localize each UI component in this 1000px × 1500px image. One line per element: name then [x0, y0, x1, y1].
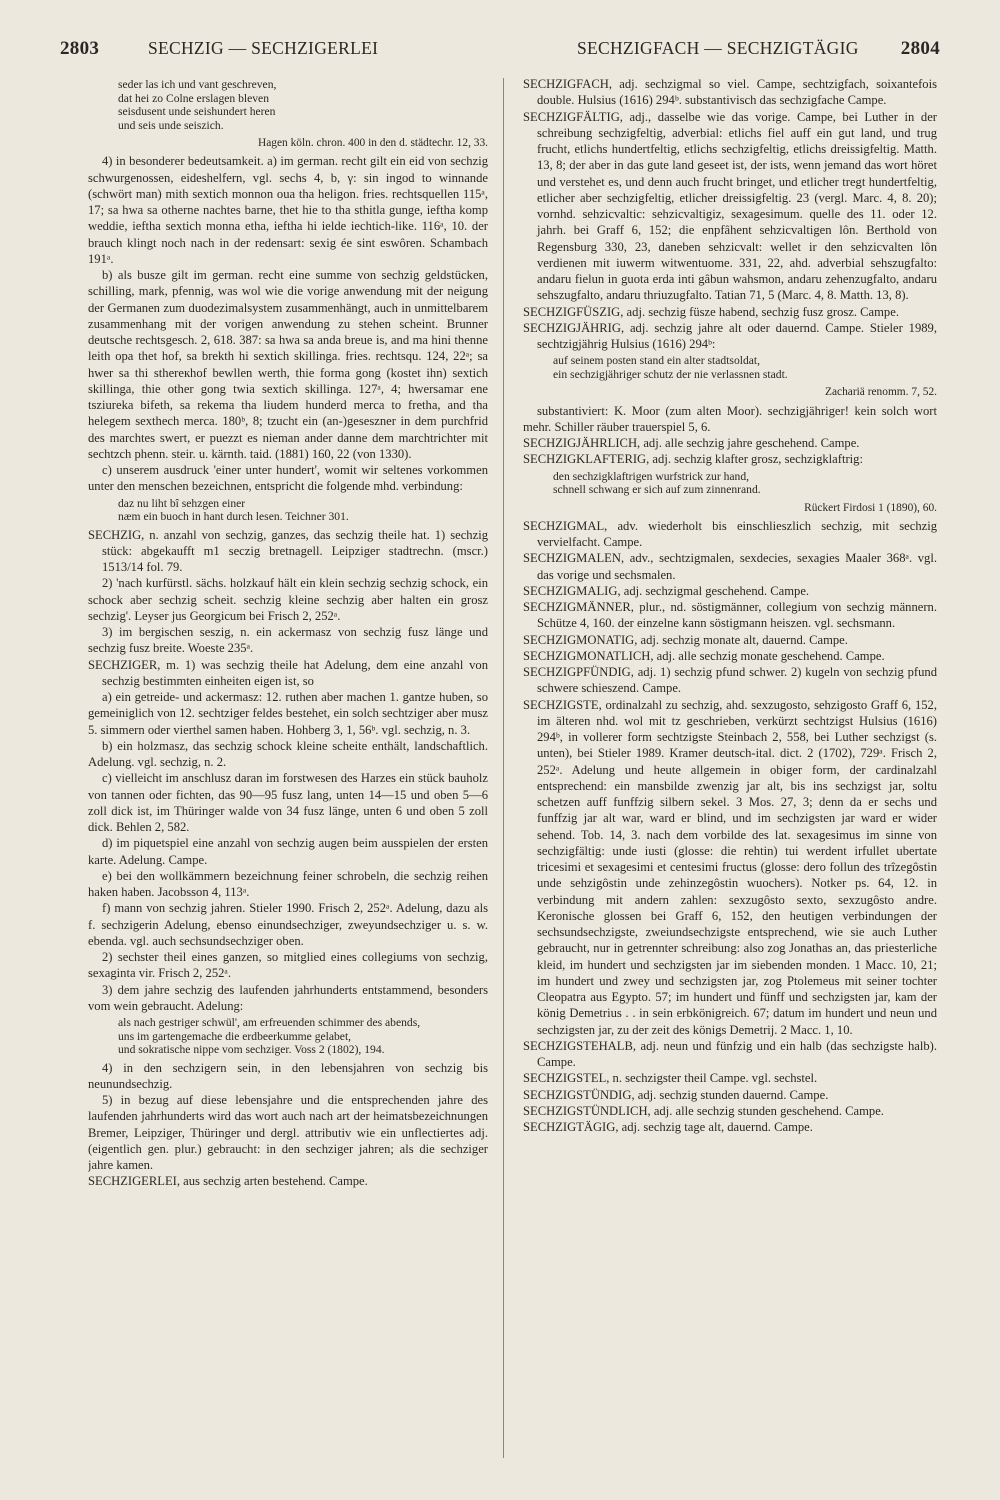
dictionary-entry: SECHZIGMAL, adv. wiederholt bis einschlieszlich sechzig, mit sechzig vervielfacht. Campe. — [523, 518, 937, 549]
entry-paragraph: 2) 'nach kurfürstl. sächs. holzkauf hält ein klein sechzig sechzig schock, ein schock aber sechzig scheit. sechzig kleine sechzig aber halten ein grosz sechzig'. Leyser jus Georgicum bei Frisch 2, 252ᵃ. — [88, 576, 488, 623]
entry-paragraph: e) bei den wollkämmern bezeichnung feiner schrobeln, die sechzig reihen haken haben. Jacobsson 4, 113ᵃ. — [88, 868, 488, 899]
dictionary-entry: SECHZIGFACH, adj. sechzigmal so viel. Campe, sechtzigfach, soixantefois double. Hulsius (1616) 294ᵇ. substantivisch das sechzigfache Campe. — [523, 77, 937, 108]
entry-paragraph: 4) in den sechzigern sein, in den lebensjahren von sechzig bis neunundsechzig. — [88, 1060, 488, 1091]
dictionary-entry: SECHZIGJÄHRIG, adj. sechzig jahre alt oder dauernd. Campe. Stieler 1989, sechtzigjährig Hulsius (1616) 294ᵇ: — [523, 320, 937, 351]
verse-quotation: als nach gestriger schwül', am erfreuenden schimmer des abends, uns im gartengemache die erdbeerkumme gelabet, und sokratische nippe vom sechziger. Voss 2 (1802), 194. — [118, 1016, 421, 1056]
entry-paragraph: substantiviert: K. Moor (zum alten Moor). sechzigjähriger! kein solch wort mehr. Schiller räuber trauerspiel 5, 6. — [523, 403, 937, 434]
entry-paragraph: c) vielleicht im anschlusz daran im forstwesen des Harzes ein stück bauholz von tannen oder fichten, das 90—95 fusz lang, unten 14—15 und oben 5—6 zoll dick ist, im Thüringer walde von 34 fusz länge, unten 6 und oben 5 zoll dick. Behlen 2, 582. — [88, 771, 488, 834]
dictionary-entry: SECHZIGJÄHRLICH, adj. alle sechzig jahre geschehend. Campe. — [523, 436, 860, 450]
entry-paragraph: 3) im bergischen seszig, n. ein ackermasz von sechzig fusz länge und sechzig fusz breite. Woeste 235ᵃ. — [88, 625, 488, 656]
entry-paragraph: f) mann von sechzig jahren. Stieler 1990. Frisch 2, 252ᵃ. Adelung, dazu als f. sechzigerin Adelung, ebenso einundsechziger, zweyundsechziger u. s. w. ebenda. vgl. auch sechsundsechziger oben. — [88, 901, 488, 948]
source-citation: Rückert Firdosi 1 (1890), 60. — [804, 501, 937, 514]
dictionary-entry: SECHZIGMONATLICH, adj. alle sechzig monate geschehend. Campe. — [523, 648, 885, 663]
dictionary-entry: SECHZIGMALEN, adv., sechtzigmalen, sexdecies, sexagies Maaler 368ᵃ. vgl. das vorige und sechsmalen. — [523, 551, 937, 582]
dictionary-entry: SECHZIGMÄNNER, plur., nd. söstigmänner, collegium von sechzig männern. Schütze 4, 160. der einzelne kann söstigmann heiszen. vgl. sechsmann. — [523, 600, 937, 631]
source-citation: Hagen köln. chron. 400 in den d. städtechr. 12, 33. — [258, 137, 488, 149]
entry-paragraph: 3) dem jahre sechzig des laufenden jahrhunderts entstammend, besonders vom wein gebraucht. Adelung: — [88, 982, 488, 1013]
dictionary-entry: SECHZIGMALIG, adj. sechzigmal geschehend. Campe. — [523, 583, 810, 598]
left-column — [88, 76, 488, 1466]
entry-paragraph: 5) in bezug auf diese lebensjahre und die entsprechenden jahre des laufenden jahrhunderts wird das wort auch nach art der heimatsbezeichnungen Bremer, Leipziger, Thüringer und dergl. attributiv wie ein unflectiertes adj. (eigentlich gen. plur.) gebraucht: in den sechziger jahren; als die sechziger jahre kamen. — [88, 1093, 488, 1172]
page-number-right: 2804 — [900, 38, 940, 59]
dictionary-entry: SECHZIGERLEI, aus sechzig arten bestehend. Campe. — [88, 1174, 368, 1189]
dictionary-entry: SECHZIGKLAFTERIG, adj. sechzig klafter grosz, sechzigklaftrig: — [523, 452, 863, 467]
dictionary-entry: SECHZIGMONATIG, adj. sechzig monate alt, dauernd. Campe. — [523, 632, 848, 647]
dictionary-entry: SECHZIGSTE, ordinalzahl zu sechzig, ahd. sexzugosto, sehzigosto Graff 6, 152, im älteren nhd. wol mit tz geschrieben, verkürzt sechtzigst Hulsius (1616) 294ᵇ, in vollerer form sechtzigste Steinbach 2, 558, bei Luther sechzigst (s. unten), bei Stieler 1989. Kramer deutsch-ital. dict. 2 (1702), 729ᵃ. Frisch 2, 252ᵃ. Adelung und heute allgemein in obiger form, der cardinalzahl entsprechend: ein mansbilde zwenzig jar alt, bis ins sechzigst jar, soltu schetzen auff funffzig silbern sekel. 3 Mos. 27, 3; denn da er sechs und funffzig jar alt war, ward er blind, und im sechzigsten jar ward er wider sehend. Tob. 14, 3. nach dem vorbilde des lat. sexagesimus im sinne von sechzigfältig: unde iusti (glosse: die rehtin) tui werdent irfullet ubertate tricesimi et sexagesimi et centesimi fructus (glosse: dero follun des trîzegôstin unde sehzigôstin unde zehinzegôstin wuochers). Notker ps. 64, 12. in verbindung mit andern zahlen: sexzugôsto sexto, sexzugôsto andre. Keronische glossen bei Graff 6, 152, den heutigen verbindungen der sechsundsechzigste, zweiundsechzigste entsprechend, wie sie auch Luther gebraucht, nur in getrennter schreibung: also zog Jonathas an, das priesterliche kleid, im hundert und sechzigsten jar im siebenden monden. 1 Macc. 10, 21; im hundert und zwey und sechzigsten jar, zog Ptolemeus mit seiner tochter Cleopatra aus Egypto. 57; im hundert und fünff und sechzigsten jar, kam der könig Demetrius . . in sein erbkönigreich. 67; datum im hundert und neun und sechzigsten jar, zu der zeit des königs Demetrij. 2 Macc. 1, 10. — [523, 697, 937, 1037]
dictionary-entry: SECHZIGFÄLTIG, adj., dasselbe wie das vorige. Campe, bei Luther in der schreibung sechzigfeltig, adverbial: etlichs fiel auff ein gut land, und trug frucht, etlichs hundertfeltig, etlichs sechzigfeltig, etlichs dreissigfeltig. Matth. 13, 8; der aber in das gute land geseet ist, der ists, wenn jemand das wort höret und verstehet es, und denn auch frucht bringet, und etlicher tregt hundertfeltig, etlicher aber sechzigfeltig, etlicher dreissigfeltig. 23 (vergl. Marc. 4, 8. 20); vornhd. sehzicvaltic: sehzicvaltigiz, sexagesimum. quelle des 11. oder 12. jahrh. bei Graff 6, 152; die enpfâhent sehzicvaltigen lôn. Berthold von Regensburg 330, 23, daneben sehzicvalt: wellet ir den sehzicvalten lôn verdienen mit iuwerm witwentuome. 331, 22, ahd. adverbial sehszugfalto: andaru fielun in guota erda inti gâbun wahsmon, andaru zehenzugfalto, andaru sehszugfalto, andaru thriuzugfalto. Tatian 71, 5 (Marc. 4, 8. Matth. 13, 8). — [523, 109, 937, 303]
verse-quotation: auf seinem posten stand ein alter stadtsoldat, ein sechzigjähriger schutz der nie verlassnen stadt. — [553, 354, 788, 381]
column-divider — [503, 78, 504, 1458]
entry-paragraph: b) ein holzmasz, das sechzig schock kleine scheite enthält, landschaftlich. Adelung. vgl. sechzig, n. 2. — [88, 738, 488, 769]
entry-paragraph: 4) in besonderer bedeutsamkeit. a) im german. recht gilt ein eid von sechzig schwurgenossen, eideshelfern, vgl. sechs 4, b, γ: sin ingod to winnande (schwört man) mith sextich monnon oua tha heligon. fries. rechtsquellen 115ᵃ, 17; sa hwa sa otherne nachtes barne, thet hie to tha sthitla gunge, iefthа komp weddie, iefthа sextich monna etha, iefthа hi ielde iechtich-like. 116ᵃ, 10. der brauch klingt noch nach in der redensart: sexig ée sint eswôren. Schambach 191ᵃ. — [88, 154, 488, 266]
source-citation: Zachariä renomm. 7, 52. — [825, 386, 937, 399]
dictionary-entry: SECHZIGPFÜNDIG, adj. 1) sechzig pfund schwer. 2) kugeln von sechzig pfund schwere schieszend. Campe. — [523, 665, 937, 696]
dictionary-entry: SECHZIGSTÜNDLICH, adj. alle sechzig stunden geschehend. Campe. — [523, 1103, 884, 1118]
right-column — [523, 76, 937, 1466]
running-headword-right: SECHZIGFACH — SECHZIGTÄGIG — [577, 38, 859, 58]
dictionary-entry: SECHZIGSTEL, n. sechzigster theil Campe. vgl. sechstel. — [523, 1071, 818, 1086]
verse-quotation: daz nu liht bî sehzgen einer næm ein buoch in hant durch lesen. Teichner 301. — [118, 496, 349, 523]
verse-quotation: seder las ich und vant geschreven, dat hei zo Colne erslagen bleven seisdusent unde seishundert heren und seis unde seiszich. — [118, 78, 277, 132]
dictionary-entry: SECHZIGTÄGIG, adj. sechzig tage alt, dauernd. Campe. — [523, 1120, 813, 1134]
entry-paragraph: b) als busze gilt im german. recht eine summe von sechzig geldstücken, schilling, mark, pfennig, was wol wie die vorige anwendung mit der neigung der Germanen zum duodezimalsystem zusammenhängt, auch in unmittelbarem zusammenhang mit der vorigen anwendung zu stehen scheint. Brunner deutsche rechtsgesch. 2, 618. 387: sa hwa sa anda breue is, and ma hini thenne leith opa thet hof, sa brekth hi sextich skillinga. fries. rechtsqu. 124, 22ᵃ; sa hwer sa thi sthereкhof bewllen werth, thie forma gong (kostet ihn) sextich skillinga, thie other gong twia sextich skillinga. 127ᵃ, 4; hwersamar ene tsziureka bifeth, sa rekema tha liudem hunderd merca to fretha, and tha helegem sexthech merca. 180ᵇ, 8; tzucht ein (an-)geseszner in dem purchfrid des marchtes swert, er puezzt es nieman ander danne dem marchtrichter mit sechtzch phenn. steir. u. kärnth. taid. (1881) 160, 22 (von 1330). — [88, 268, 488, 461]
verse-quotation: den sechzigklaftrigen wurfstrick zur hand, schnell schwang er sich auf zum zinnenrand. — [553, 469, 761, 496]
running-header — [60, 38, 940, 74]
dictionary-entry: SECHZIG, n. anzahl von sechzig, ganzes, das sechzig theile hat. 1) sechzig stück: abgekaufft m1 seczig bretnagell. Leipziger stadtrechn. (mscr.) 1513/14 fol. 79. — [88, 527, 488, 574]
entry-paragraph: c) unserem ausdruck 'einer unter hundert', womit wir seltenes vorkommen unter den menschen bezeichnen, entspricht die folgende mhd. verbindung: — [88, 463, 488, 494]
dictionary-entry: SECHZIGSTÜNDIG, adj. sechzig stunden dauernd. Campe. — [523, 1087, 829, 1102]
entry-paragraph: a) ein getreide- und ackermasz: 12. ruthen aber machen 1. gantze huben, so gemeiniglich von 12. sechtziger feldes bestehet, ein solch sechtziger aber musz 5. simmern oder vierthel samen haben. Hohberg 3, 1, 56ᵇ. vgl. sechzig, n. 3. — [88, 690, 488, 737]
running-headword-left: SECHZIG — SECHZIGERLEI — [148, 38, 379, 58]
dictionary-entry: SECHZIGFÜSZIG, adj. sechzig füsze habend, sechzig fusz grosz. Campe. — [523, 304, 899, 319]
dictionary-entry: SECHZIGSTEHALB, adj. neun und fünfzig und ein halb (das sechzigste halb). Campe. — [523, 1038, 937, 1069]
entry-paragraph: 2) sechster theil eines ganzen, so mitglied eines collegiums von sechzig, sexaginta vir. Frisch 2, 252ᵃ. — [88, 950, 488, 981]
dictionary-entry: SECHZIGER, m. 1) was sechzig theile hat Adelung, dem eine anzahl von sechzig bestimmten einheiten eigen ist, so — [88, 657, 488, 688]
page-number-left: 2803 — [60, 38, 100, 59]
entry-paragraph: d) im piquetspiel eine anzahl von sechzig augen beim ausspielen der ersten karte. Adelung. Campe. — [88, 836, 488, 867]
